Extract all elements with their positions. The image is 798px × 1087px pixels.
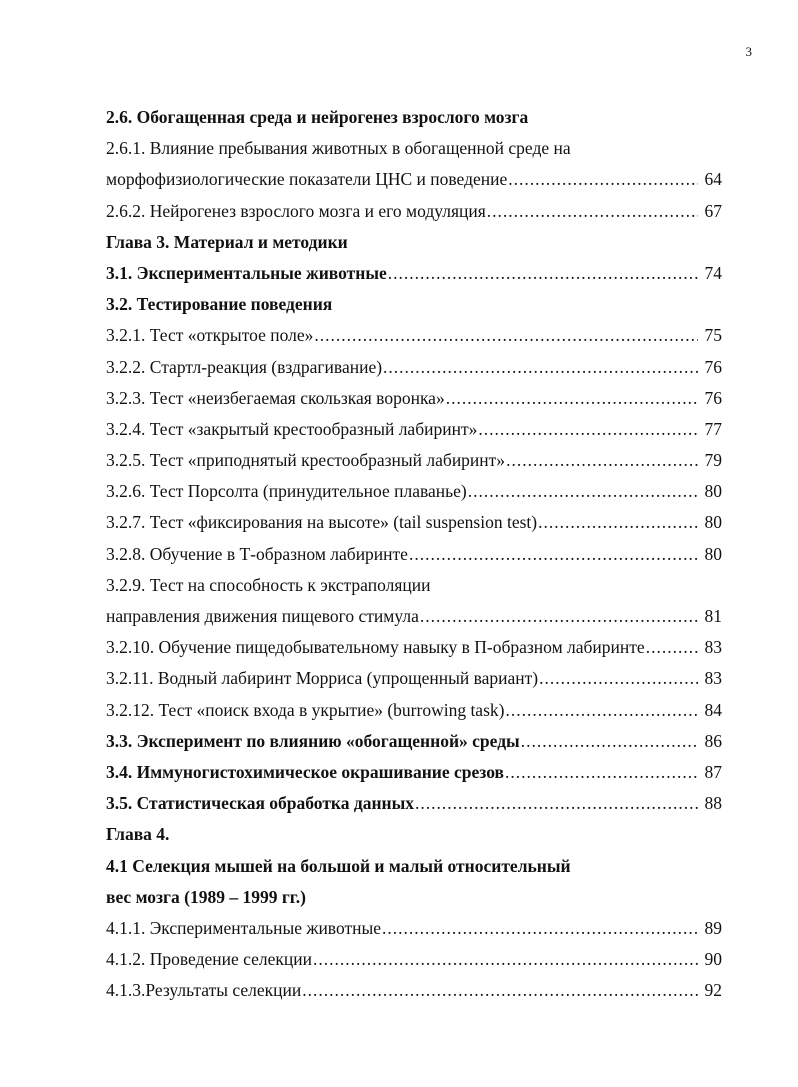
toc-entry-title: 3.2.9. Тест на способность к экстраполяции	[106, 574, 431, 595]
toc-entry	[106, 320, 722, 351]
toc-entry-page: 88	[704, 793, 722, 814]
toc-entry-page: 80	[704, 512, 722, 533]
toc-entry-title: морфофизиологические показатели ЦНС и поведение	[106, 169, 508, 190]
toc-entry-title: 3.3. Эксперимент по влиянию «обогащенной» среды	[106, 730, 520, 751]
toc-entry-title: 4.1 Селекция мышей на большой и малый относительный	[106, 855, 571, 876]
toc-entry-title: 2.6.2. Нейрогенез взрослого мозга и его модуляция	[106, 200, 486, 221]
toc-entry	[106, 476, 722, 507]
toc-entry	[106, 913, 722, 944]
toc-dot-leader	[420, 601, 698, 632]
table-of-contents	[106, 102, 722, 1006]
toc-dot-leader	[505, 695, 698, 726]
toc-entry	[106, 539, 722, 570]
toc-entry	[106, 695, 722, 726]
toc-entry-page: 80	[704, 481, 722, 502]
toc-entry	[106, 819, 722, 850]
toc-entry-title: 3.2.4. Тест «закрытый крестообразный лабиринт»	[106, 418, 478, 439]
toc-entry-title: 3.2.3. Тест «неизбегаемая скользкая воронка»	[106, 387, 445, 408]
toc-dot-leader	[415, 788, 698, 819]
toc-dot-leader	[302, 975, 698, 1006]
toc-entry	[106, 570, 722, 601]
toc-entry-title: 3.2.1. Тест «открытое поле»	[106, 325, 314, 346]
toc-entry-page: 89	[704, 917, 722, 938]
toc-dot-leader	[409, 539, 698, 570]
toc-entry	[106, 133, 722, 164]
toc-entry-page: 75	[704, 325, 722, 346]
toc-entry-title: 3.2. Тестирование поведения	[106, 294, 333, 315]
toc-entry-title: 3.2.8. Обучение в Т-образном лабиринте	[106, 543, 408, 564]
toc-entry-title: 2.6.1. Влияние пребывания животных в обогащенной среде на	[106, 138, 571, 159]
toc-entry-page: 76	[704, 356, 722, 377]
toc-dot-leader	[539, 663, 698, 694]
toc-entry	[106, 414, 722, 445]
toc-entry-page: 83	[704, 637, 722, 658]
toc-entry	[106, 507, 722, 538]
toc-entry-title: 3.5. Статистическая обработка данных	[106, 793, 415, 814]
toc-entry	[106, 882, 722, 913]
toc-entry-page: 76	[704, 387, 722, 408]
toc-dot-leader	[314, 320, 698, 351]
toc-entry-title: вес мозга (1989 – 1999 гг.)	[106, 886, 306, 907]
toc-entry	[106, 757, 722, 788]
toc-entry-page: 74	[704, 262, 722, 283]
toc-entry	[106, 601, 722, 632]
toc-entry-title: 3.2.7. Тест «фиксирования на высоте» (tail suspension test)	[106, 512, 538, 533]
toc-entry-title: 4.1.1. Экспериментальные животные	[106, 917, 382, 938]
toc-entry-page: 77	[704, 418, 722, 439]
toc-dot-leader	[521, 726, 698, 757]
toc-entry	[106, 164, 722, 195]
toc-entry-title: 3.2.6. Тест Порсолта (принудительное плаванье)	[106, 481, 467, 502]
toc-entry	[106, 352, 722, 383]
toc-entry-page: 86	[704, 730, 722, 751]
toc-dot-leader	[487, 196, 698, 227]
toc-dot-leader	[508, 164, 698, 195]
toc-entry	[106, 944, 722, 975]
toc-entry	[106, 383, 722, 414]
toc-dot-leader	[478, 414, 698, 445]
toc-entry-title: направления движения пищевого стимула	[106, 606, 419, 626]
toc-entry-title: 2.6. Обогащенная среда и нейрогенез взрослого мозга	[106, 107, 529, 127]
toc-entry-title: 3.1. Экспериментальные животные	[106, 262, 387, 283]
toc-entry-title: 3.2.10. Обучение пищедобывательному навыку в П-образном лабиринте	[106, 637, 645, 658]
toc-entry	[106, 663, 722, 694]
toc-entry-title: 3.2.2. Стартл-реакция (вздрагивание)	[106, 356, 383, 377]
toc-dot-leader	[506, 445, 698, 476]
toc-entry-page: 83	[704, 668, 722, 689]
toc-entry	[106, 445, 722, 476]
toc-entry	[106, 726, 722, 757]
toc-entry	[106, 632, 722, 663]
toc-dot-leader	[383, 352, 698, 383]
toc-dot-leader	[646, 632, 698, 663]
toc-entry-title: Глава 4.	[106, 824, 170, 845]
toc-entry-page: 84	[704, 699, 722, 720]
toc-entry-title: 3.2.11. Водный лабиринт Морриса (упрощенный вариант)	[106, 668, 539, 689]
toc-entry	[106, 788, 722, 819]
toc-entry-title: Глава 3. Материал и методики	[106, 231, 348, 252]
toc-entry-page: 92	[704, 980, 722, 1001]
toc-entry-page: 90	[704, 949, 722, 970]
toc-entry	[106, 102, 722, 133]
toc-entry-title: 4.1.2. Проведение селекции	[106, 949, 312, 970]
toc-entry-title: 3.2.5. Тест «приподнятый крестообразный лабиринт»	[106, 450, 506, 471]
toc-entry	[106, 851, 722, 882]
toc-entry-title: 3.4. Иммуногистохимическое окрашивание срезов	[106, 761, 504, 782]
toc-dot-leader	[538, 507, 698, 538]
toc-entry-page: 87	[704, 761, 722, 782]
toc-dot-leader	[505, 757, 698, 788]
toc-entry-page: 81	[704, 606, 722, 626]
toc-entry-title: 3.2.12. Тест «поиск входа в укрытие» (burrowing task)	[106, 699, 505, 720]
toc-dot-leader	[446, 383, 698, 414]
toc-entry	[106, 975, 722, 1006]
toc-entry	[106, 289, 722, 320]
toc-dot-leader	[382, 913, 698, 944]
toc-entry-title: 4.1.3.Результаты селекции	[106, 980, 302, 1001]
toc-entry	[106, 258, 722, 289]
toc-entry-page: 79	[704, 450, 722, 471]
toc-entry-page: 80	[704, 543, 722, 564]
toc-dot-leader	[313, 944, 698, 975]
toc-entry	[106, 227, 722, 258]
toc-dot-leader	[388, 258, 698, 289]
page-number: 3	[745, 44, 752, 59]
toc-entry	[106, 196, 722, 227]
toc-dot-leader	[468, 476, 698, 507]
toc-entry-page: 67	[704, 200, 722, 221]
toc-entry-page: 64	[704, 169, 722, 190]
